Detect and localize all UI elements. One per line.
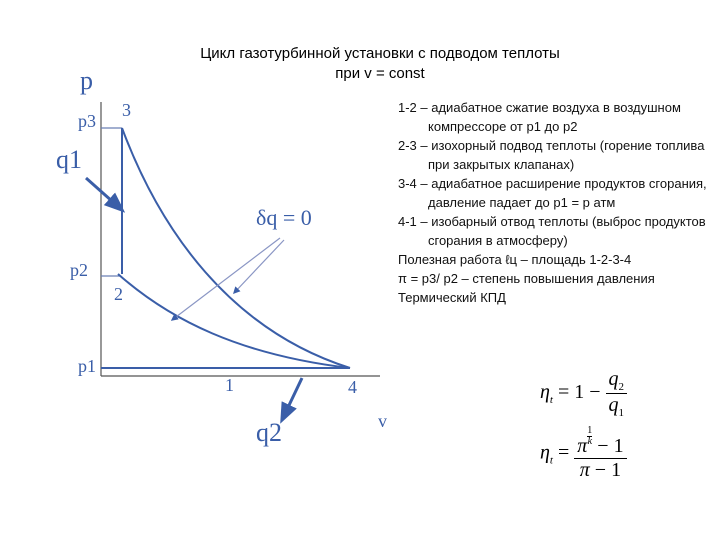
eta-symbol: η [540,381,550,404]
pi-symbol: π [577,435,588,457]
p1-label: p1 [78,356,96,376]
adiabat-3-4 [122,128,350,368]
thermal-efficiency-label: Термический КПД [398,290,506,305]
heat-ratio-fraction [606,368,628,419]
desc-3-4: 3-4 – адиабатное расширение продуктов сгорания, давление падает до р1 = р атм [398,176,707,210]
q2-label: q2 [256,418,282,447]
axis-x-label: v [378,411,387,431]
minus-sign-3: − [594,459,607,481]
pi-fraction [574,426,626,482]
q1-sub: 1 [618,407,625,419]
q2-symbol: q [608,368,619,390]
q1-label: q1 [56,145,82,174]
pressure-ratio: π = р3/ р2 – степень повышения давления [398,271,655,286]
eta-symbol-2: η [540,441,550,464]
desc-2-3: 2-3 – изохорный подвод теплоты (горение топлива при закрытых клапанах) [398,138,705,172]
title-line-1: Цикл газотурбинной установки с подводом теплоты [200,45,560,62]
efficiency-formula-1 [540,368,627,419]
pi-symbol-2: π [579,459,590,481]
axis-y-label: p [80,66,93,95]
equals-sign-2: = [557,441,570,464]
pv-diagram [0,0,400,460]
one-term: 1 [574,381,585,404]
p3-label: p3 [78,111,96,131]
one-term-2: 1 [613,435,624,457]
dq0-label: δq = 0 [256,205,312,230]
eta-sub-2: t [549,454,553,467]
one-term-3: 1 [611,459,622,481]
desc-1-2: 1-2 – адиабатное сжатие воздуха в воздушном компрессоре от р1 до р2 [398,100,681,134]
p2-label: p2 [70,260,88,280]
exp-den: k [587,436,593,447]
point-4-label: 4 [348,377,357,397]
minus-sign-2: − [597,435,609,457]
process-descriptions [398,98,718,307]
q2-sub: 2 [618,381,625,393]
minus-sign: − [589,381,601,404]
title-line-2: при v = const [335,65,425,82]
q2-arrow [282,378,302,420]
eta-sub: t [549,394,553,407]
point-3-label: 3 [122,100,131,120]
point-1-label: 1 [225,375,234,395]
q1-arrow [86,178,122,210]
equals-sign: = [557,381,570,404]
q1-symbol: q [608,394,619,416]
efficiency-formula-2 [540,426,627,482]
desc-4-1: 4-1 – изобарный отвод теплоты (выброс продуктов сгорания в атмосферу) [398,214,706,248]
exp-num: 1 [587,425,593,436]
useful-work: Полезная работа ℓц – площадь 1-2-3-4 [398,252,632,267]
point-2-label: 2 [114,284,123,304]
